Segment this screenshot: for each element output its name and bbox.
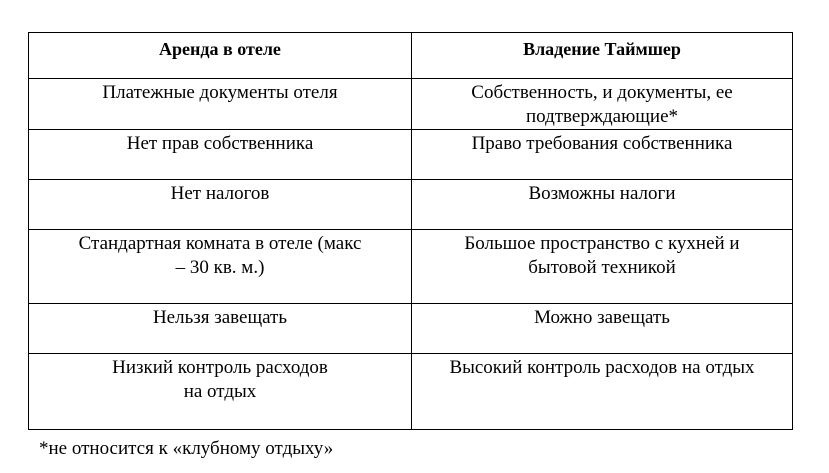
cell-text: Возможны налоги	[528, 183, 676, 204]
table-cell	[412, 180, 793, 230]
table-row	[29, 230, 793, 304]
table-cell	[29, 354, 412, 430]
table-row	[29, 130, 793, 180]
table-cell	[412, 79, 793, 130]
header-hotel-rental: Аренда в отеле	[29, 33, 412, 79]
table-cell	[412, 354, 793, 430]
cell-text: Нет прав собственника	[126, 133, 314, 154]
cell-text: Собственность, и документы, ее подтверждающие*	[471, 82, 733, 127]
cell-text: Высокий контроль расходов на отдых	[449, 357, 755, 378]
table-row	[29, 304, 793, 354]
header-timeshare-ownership: Владение Таймшер	[412, 33, 793, 79]
cell-text: Можно завещать	[534, 307, 670, 328]
table-cell	[29, 180, 412, 230]
cell-text: Нельзя завещать	[152, 307, 288, 328]
table-cell	[29, 304, 412, 354]
table-cell	[29, 230, 412, 304]
table-row	[29, 79, 793, 130]
cell-text: Большое пространство с кухней и бытовой техникой	[464, 233, 740, 278]
comparison-table	[28, 32, 793, 430]
table-cell	[412, 230, 793, 304]
table-row	[29, 354, 793, 430]
table-header-row	[29, 33, 793, 79]
table-cell	[29, 79, 412, 130]
cell-text: Стандартная комната в отеле (макс – 30 кв. м.)	[78, 233, 362, 278]
cell-text: Платежные документы отеля	[102, 82, 338, 103]
table-cell	[29, 130, 412, 180]
table-row	[29, 180, 793, 230]
table-cell	[412, 304, 793, 354]
table-cell	[412, 130, 793, 180]
footnote: *не относится к «клубному отдыху»	[39, 438, 334, 459]
cell-text: Низкий контроль расходов на отдых	[112, 357, 328, 402]
cell-text: Нет налогов	[170, 183, 270, 204]
cell-text: Право требования собственника	[471, 133, 733, 154]
